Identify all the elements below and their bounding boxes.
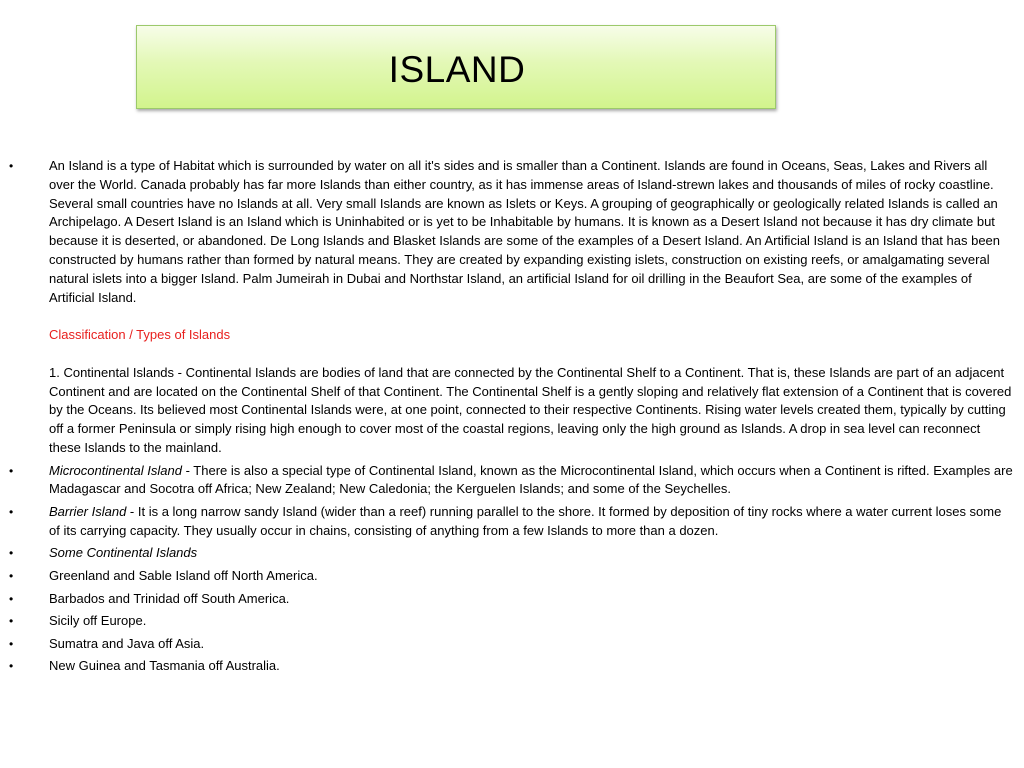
bullet-marker: • (9, 614, 14, 629)
bullet-marker: • (9, 591, 14, 606)
bullet-marker: • (9, 546, 14, 561)
bullet-example (0, 567, 1024, 586)
examples-heading: Some Continental Islands (49, 545, 198, 561)
bullet-examples-heading (0, 544, 1024, 563)
bullet-marker: • (9, 159, 14, 173)
bullet-marker: • (9, 463, 14, 478)
continental-paragraph: 1. Continental Islands - Continental Islands are bodies of land that are connected by the Continental Shelf to a Continent. That is, these Islands are part of an adjacent Continent and are located on the Continental Shelf of that Continent. The Continental Shelf is a gently sloping and relatively flat extension of a Continent that is covered by the Oceans. Its believed most Continental Islands were, at one point, connected to their respective Continents. Rising water levels created them, typically by cutting off a former Peninsula or simply rising high enough to cover most of the coastal regions, leaving only the high ground as Islands. A drop in sea level can reconnect these Islands to the mainland. (49, 364, 1012, 455)
example-item: Sumatra and Java off Asia. (49, 635, 205, 651)
bullet-barrier (0, 503, 1024, 541)
bullet-example (0, 590, 1024, 609)
example-item: Sicily off Europe. (49, 613, 147, 629)
bullet-example (0, 612, 1024, 631)
example-item: Greenland and Sable Island off North America. (49, 567, 318, 583)
bullet-marker: • (9, 568, 14, 583)
bullet-example (0, 657, 1024, 676)
bullet-intro (0, 157, 1024, 458)
intro-paragraph: An Island is a type of Habitat which is surrounded by water on all it's sides and is smaller than a Continent. Islands are found in Oceans, Seas, Lakes and Rivers all over the World. Canada probably has far more Islands than either country, as it has immense areas of Island-strewn lakes and thousands of miles of rocky coastline. Several small countries have no Islands at all. Very small Islands are known as Islets or Keys. A grouping of geographically or geologically related Islands is called an Archipelago. A Desert Island is an Island which is Uninhabited or is yet to be Inhabitable by humans. It is known as a Desert Island not because it has dry climate but because it is deserted, or abandoned. De Long Islands and Blasket Islands are some of the examples of a Desert Island. An Artificial Island is an Island that has been constructed by humans rather than formed by natural means. They are created by expanding existing islets, construction on existing reefs, or amalgamating several natural islets into a bigger Island. Palm Jumeirah in Dubai and Northstar Island, an artificial Island for oil drilling in the Beaufort Sea, are some of the examples of Artificial Island. (49, 158, 1001, 305)
example-item: Barbados and Trinidad off South America. (49, 590, 290, 606)
microcontinental-text: - There is also a special type of Continental Island, known as the Microcontinental Island, which occurs when a Continent is rifted. Examples are Madagascar and Socotra off Africa; New Zealand; New Caledonia; the Kerguelen Islands; and some of the Seychelles. (49, 462, 1013, 497)
title-box (136, 25, 776, 109)
bullet-microcontinental (0, 462, 1024, 500)
bullet-marker: • (9, 504, 14, 519)
classification-heading: Classification / Types of Islands (49, 327, 231, 343)
barrier-text: - It is a long narrow sandy Island (wider than a reef) running parallel to the shore. It formed by deposition of tiny rocks where a water current loses some of its carrying capacity. They usually occur in chains, consisting of anything from a few Islands to more than a dozen. (49, 503, 1002, 538)
barrier-term: Barrier Island (49, 503, 127, 519)
bullet-marker: • (9, 636, 14, 651)
slide-title: ISLAND (388, 49, 526, 90)
bullet-marker: • (9, 659, 14, 674)
bullet-example (0, 635, 1024, 654)
slide-body (0, 157, 1024, 676)
example-item: New Guinea and Tasmania off Australia. (49, 658, 280, 674)
microcontinental-term: Microcontinental Island (49, 462, 182, 478)
